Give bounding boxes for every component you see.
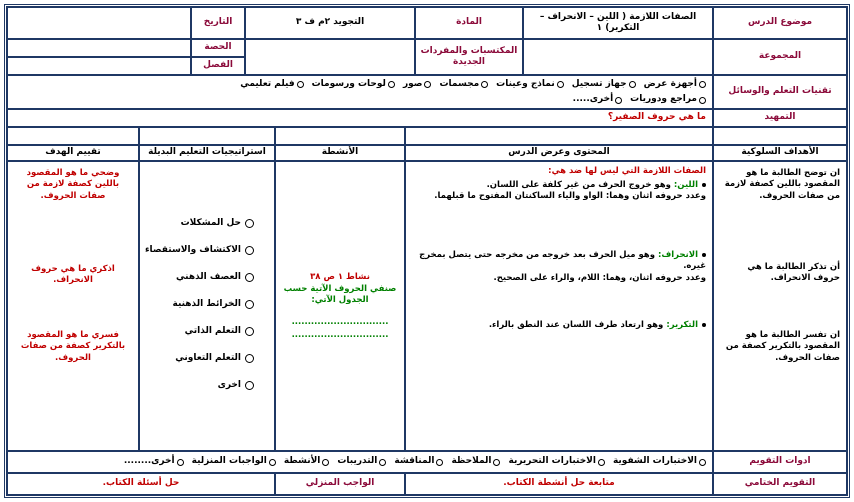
strategy-label: الخرائط الذهنية (172, 299, 241, 309)
spacer-content (405, 127, 713, 145)
content-item-1: اللين: وهو خروج الحرف من غير كلفة على اللسان. وعدد حروفه اثنان وهما: الواو والياء الساكنتان المفتوح ما قبلهما. (434, 180, 706, 202)
term-lin: اللين: (673, 180, 698, 190)
activity-dots-1: .............................. (291, 317, 389, 327)
strategy-item[interactable] (181, 218, 254, 228)
evaluation-option-6[interactable] (284, 456, 330, 467)
tool-option-4[interactable] (439, 79, 488, 90)
strategy-item[interactable] (176, 272, 254, 282)
radio-circle-icon[interactable] (699, 97, 706, 104)
topic-label: موضوع الدرس (713, 7, 847, 39)
tool-option-extra-2[interactable] (573, 94, 623, 105)
tool-option-5-label: صور (402, 79, 423, 89)
tool-option-1[interactable] (644, 79, 706, 90)
tools-row-2 (14, 94, 706, 107)
radio-circle-icon[interactable] (245, 219, 254, 228)
radio-circle-icon[interactable] (436, 459, 443, 466)
date-value (7, 7, 191, 39)
evaluation-option-3-label: الملاحظة (451, 456, 492, 467)
strategy-label: اخرى (217, 380, 241, 390)
strategy-item[interactable] (145, 245, 254, 255)
assessment-3: فسري ما هو المقصود بالتكرير كصفة من صفات الحروف. (20, 330, 126, 363)
evaluation-label: ادوات التقويم (713, 451, 847, 473)
radio-circle-icon[interactable] (245, 381, 254, 390)
tool-option-1-label: أجهزة عرض (643, 79, 697, 89)
activity-title: نشاط ١ ص ٣٨ (310, 272, 370, 282)
evaluation-option-5-label: التدريبات (337, 456, 378, 467)
radio-circle-icon[interactable] (699, 459, 706, 466)
radio-circle-icon[interactable] (269, 459, 276, 466)
tool-option-5[interactable] (403, 79, 432, 90)
radio-circle-icon[interactable] (388, 81, 395, 88)
radio-circle-icon[interactable] (493, 459, 500, 466)
tool-option-3[interactable] (496, 79, 564, 90)
vocab-label: المكتسبات والمفردات الجديدة (415, 39, 523, 75)
radio-circle-icon[interactable] (379, 459, 386, 466)
radio-circle-icon[interactable] (424, 81, 431, 88)
subject-label: المادة (415, 7, 523, 39)
strategy-item[interactable] (218, 380, 254, 390)
strategy-item[interactable] (175, 353, 254, 363)
class-label: الفصل (191, 57, 245, 75)
activities-column (275, 161, 405, 451)
subject-value: التجويد ٢م ف ٣ (245, 7, 415, 39)
tool-option-2[interactable] (572, 79, 636, 90)
activity-dots-2: .............................. (291, 330, 389, 340)
period-value (7, 39, 191, 57)
radio-circle-icon[interactable] (322, 459, 329, 466)
tool-option-7[interactable] (240, 79, 303, 90)
homework-text: حل أسئلة الكتاب. (7, 473, 275, 495)
radio-circle-icon[interactable] (615, 97, 622, 104)
header-content: المحتوى وعرض الدرس (405, 145, 713, 161)
strategy-label: التعلم الذاتي (184, 326, 241, 336)
final-text: متابعة حل أنشطة الكتاب. (405, 473, 713, 495)
radio-circle-icon[interactable] (481, 81, 488, 88)
term-inhiraf: الانحراف: (657, 250, 698, 260)
evaluation-option-5[interactable] (337, 456, 386, 467)
activity-text: صنفي الحروف الآتية حسب الجدول الآتي: (283, 284, 397, 306)
radio-circle-icon[interactable] (245, 354, 254, 363)
radio-circle-icon[interactable] (245, 246, 254, 255)
assessment-1: وضحي ما هو المقصود باللين كصفة لازمة من صفات الحروف. (26, 168, 120, 201)
evaluation-option-2[interactable] (508, 456, 604, 467)
evaluation-option-2-label: الاختبارات التحريرية (508, 456, 596, 467)
lesson-plan-sheet (4, 4, 850, 498)
radio-circle-icon[interactable] (699, 81, 706, 88)
radio-circle-icon[interactable] (629, 81, 636, 88)
spacer-assessment (7, 127, 139, 145)
radio-circle-icon[interactable] (557, 81, 564, 88)
evaluation-options (7, 451, 713, 473)
strategy-item[interactable] (185, 326, 254, 336)
objectives-column (713, 161, 847, 451)
content-heading: الصفات اللازمة التي ليس لها ضد هي: (548, 166, 706, 176)
content-column (405, 161, 713, 451)
group-value (523, 39, 713, 75)
evaluation-option-3[interactable] (451, 456, 500, 467)
objective-1: ان توضح الطالبة ما هو المقصود باللين كصفة لازمة من صفات الحروف. (724, 168, 840, 201)
header-activities: الأنشطة (275, 145, 405, 161)
strategy-label: العصف الذهني (176, 272, 241, 282)
evaluation-option-8-label: أخرى........ (123, 456, 175, 467)
topic-value: الصفات اللازمة ( اللين – الانحراف – التكرير) ١ (523, 7, 713, 39)
radio-circle-icon[interactable] (245, 273, 254, 282)
strategies-column (139, 161, 275, 451)
date-label: التاريخ (191, 7, 245, 39)
tool-option-4-label: مجسمات (439, 79, 480, 89)
intro-label: التمهيد (713, 109, 847, 127)
tool-option-6[interactable] (312, 79, 395, 90)
tool-option-extra-2-label: أخرى..... (572, 94, 614, 105)
content-item-2: الانحراف: وهو ميل الحرف بعد خروجه من مخرجه حتى يتصل بمخرج غيره. وعدد حروفه اثنان، وهما: اللام، والراء على الصحيح. (419, 250, 706, 283)
radio-circle-icon[interactable] (245, 327, 254, 336)
period-label: الحصة (191, 39, 245, 57)
evaluation-option-1-label: الاختبارات الشفوية (612, 456, 697, 467)
tool-option-extra-1[interactable] (630, 94, 706, 105)
strategy-label: حل المشكلات (180, 218, 241, 228)
spacer-strategies (139, 127, 275, 145)
intro-text: ما هي حروف الصفير؟ (7, 109, 713, 127)
strategy-item[interactable] (173, 299, 255, 309)
radio-circle-icon[interactable] (598, 459, 605, 466)
objective-3: ان تفسر الطالبة ما هو المقصود بالتكرير كصفة من صفات الحروف. (725, 330, 840, 363)
header-strategies: استراتيجيات التعليم البديلة (139, 145, 275, 161)
header-assessment: تقييم الهدف (7, 145, 139, 161)
spacer-objectives (713, 127, 847, 145)
evaluation-option-1[interactable] (613, 456, 706, 467)
term-takrir: التكرير: (666, 320, 698, 330)
strategy-label: الاكتشاف والاستقصاء (144, 245, 241, 255)
tools-label: تقنيات التعلم والوسائل (713, 75, 847, 109)
evaluation-option-6-label: الأنشطة (283, 456, 321, 467)
tool-option-2-label: جهاز تسجيل (571, 79, 627, 89)
radio-circle-icon[interactable] (297, 81, 304, 88)
assessment-column (7, 161, 139, 451)
evaluation-option-8[interactable] (124, 456, 184, 467)
assessment-2: اذكري ما هي حروف الانحراف. (31, 264, 115, 286)
final-label: التقويم الختامي (713, 473, 847, 495)
strategy-label: التعلم التعاوني (175, 353, 241, 363)
tool-option-3-label: نماذج وعينات (496, 79, 555, 89)
content-item-3: التكرير: وهو ارتعاد طرف اللسان عند النطق بالراء. (412, 320, 706, 331)
spacer-activities (275, 127, 405, 145)
tool-option-6-label: لوحات ورسومات (311, 79, 386, 89)
group-label: المجموعة (713, 39, 847, 75)
tools-options (7, 75, 713, 109)
tool-option-extra-1-label: مراجع ودوريات (630, 94, 697, 105)
radio-circle-icon[interactable] (245, 300, 254, 309)
tools-row-1 (14, 79, 706, 92)
class-value (7, 57, 191, 75)
header-objectives: الأهداف السلوكية (713, 145, 847, 161)
evaluation-option-7-label: الواجبات المنزلية (191, 456, 267, 467)
tool-option-7-label: فيلم تعليمي (240, 79, 295, 89)
evaluation-option-4[interactable] (394, 456, 443, 467)
objective-2: أن تذكر الطالبة ما هي حروف الانحراف. (747, 262, 840, 284)
evaluation-option-7[interactable] (192, 456, 276, 467)
vocab-value (245, 39, 415, 75)
radio-circle-icon[interactable] (177, 459, 184, 466)
evaluation-option-4-label: المناقشة (394, 456, 435, 467)
homework-label: الواجب المنزلي (275, 473, 405, 495)
